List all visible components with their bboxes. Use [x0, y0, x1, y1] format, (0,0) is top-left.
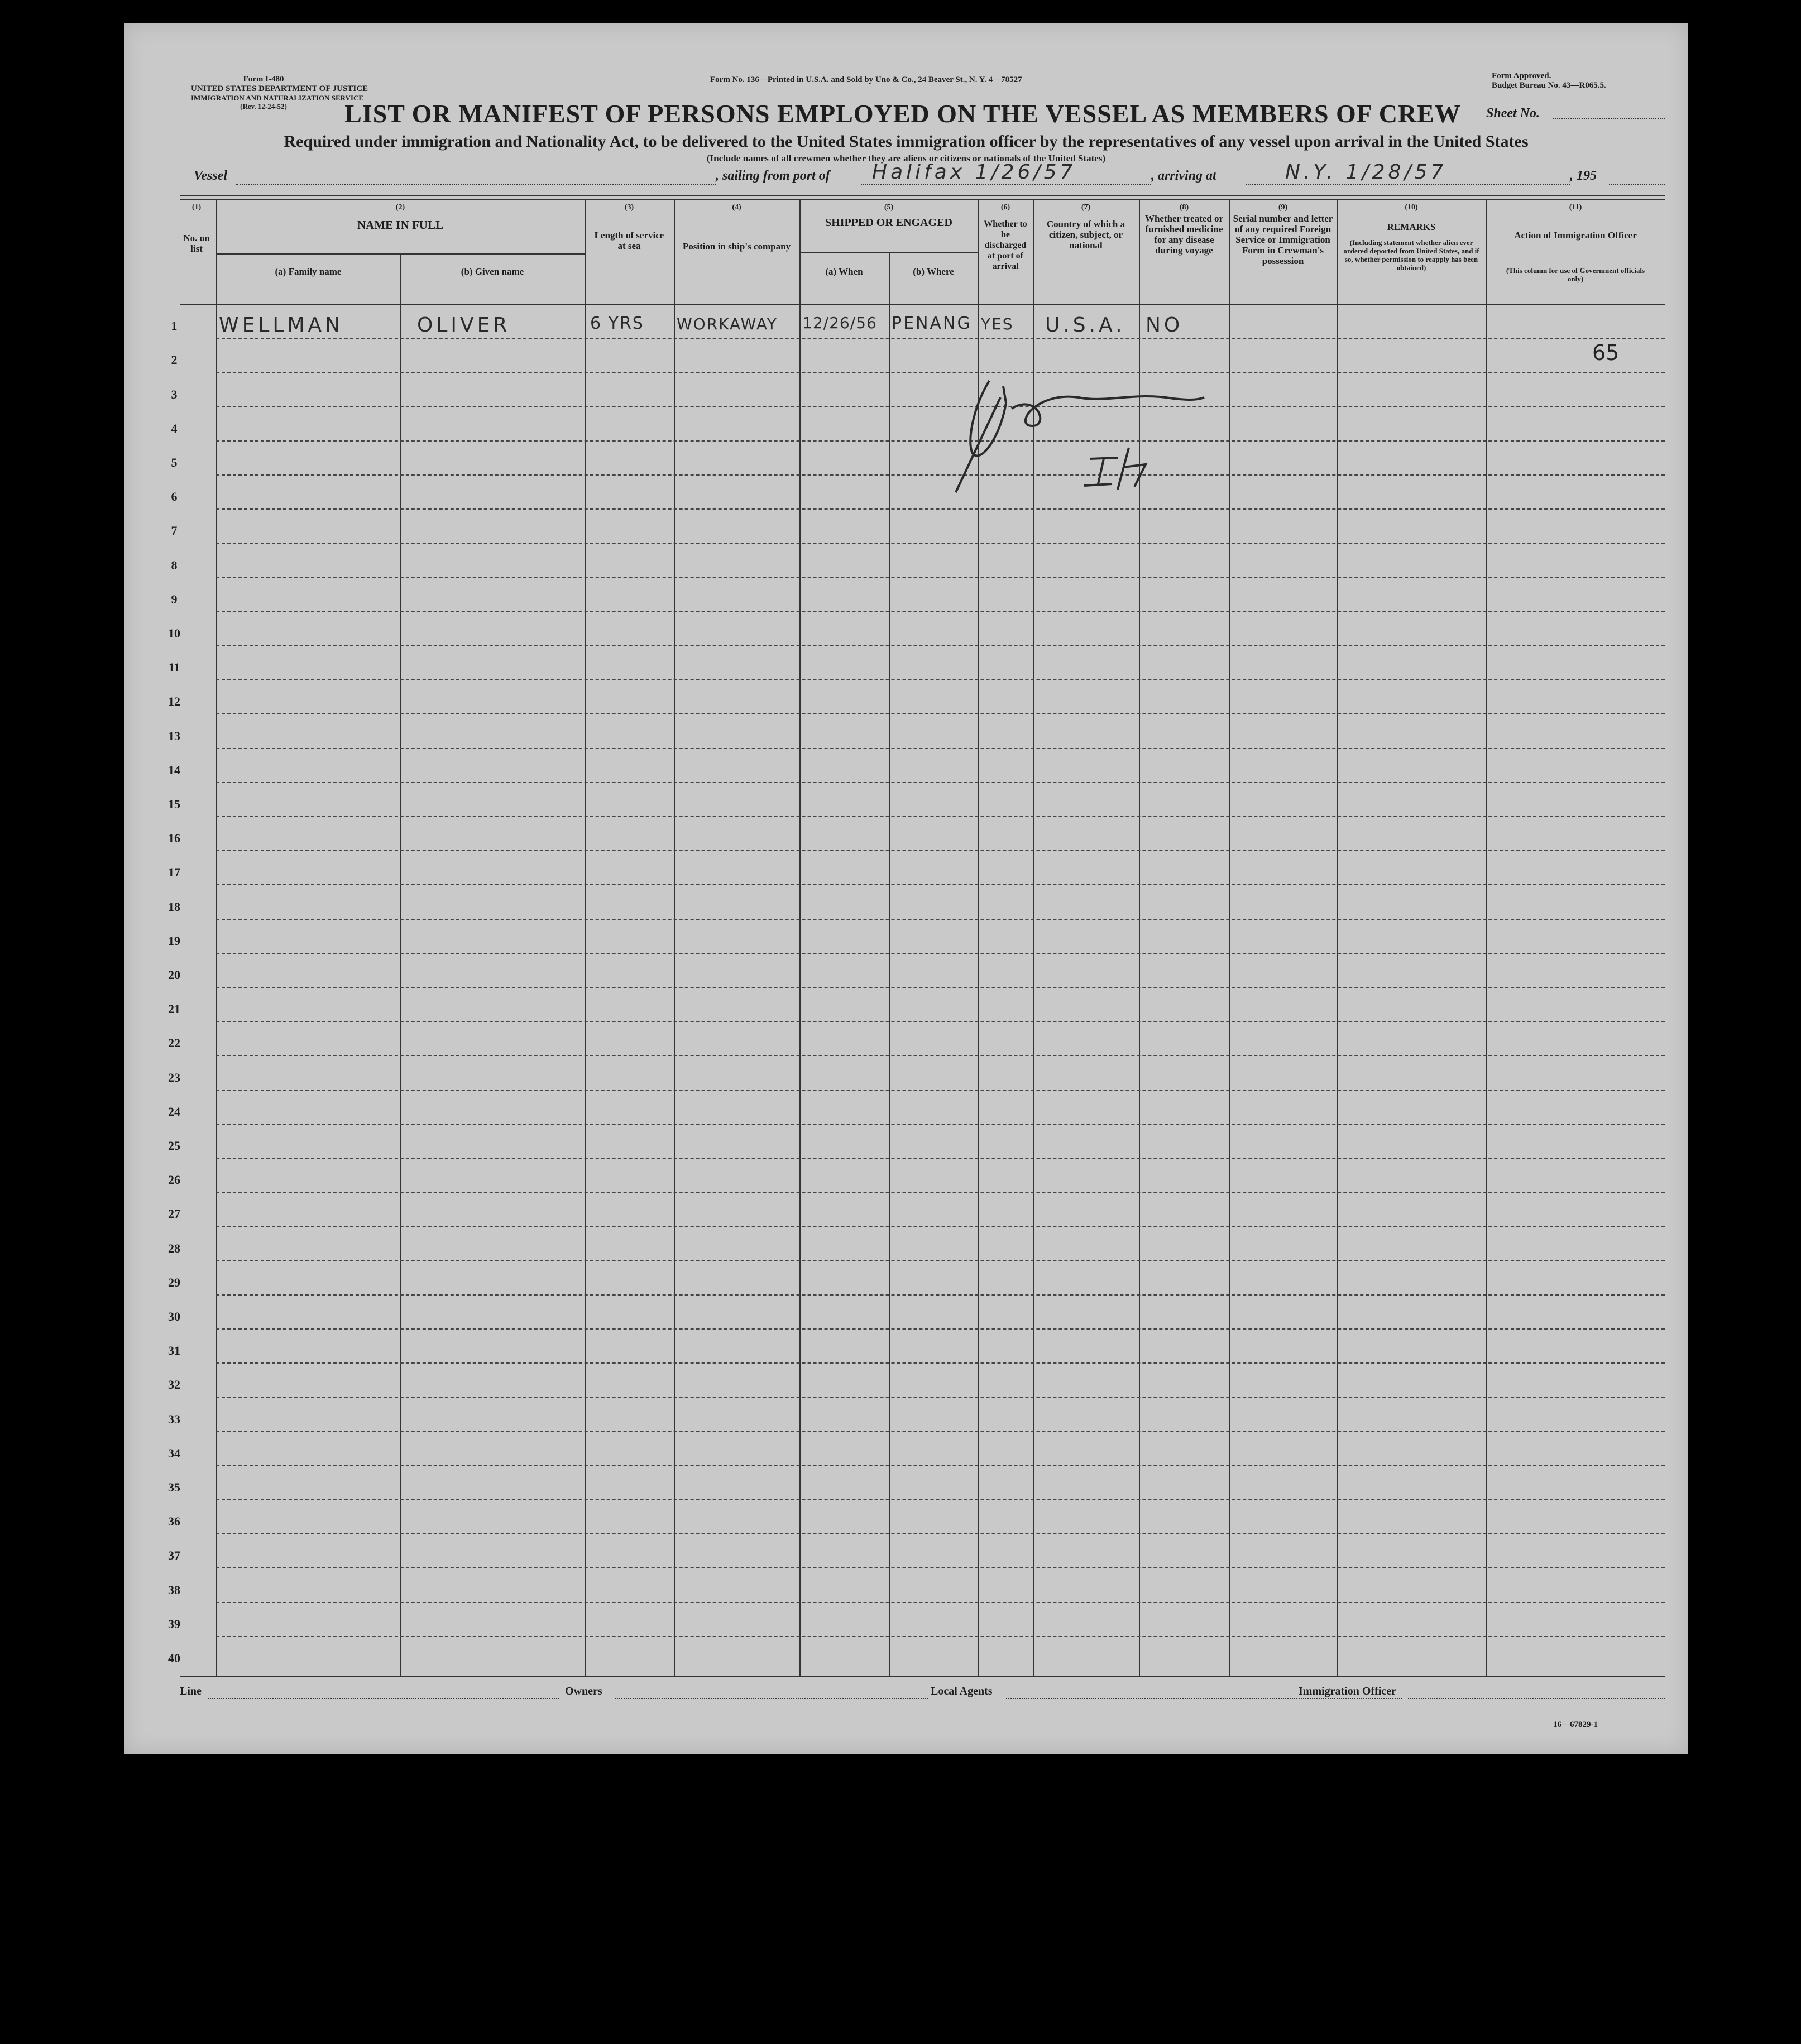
department: UNITED STATES DEPARTMENT OF JUSTICE [191, 84, 368, 93]
row-line [216, 611, 1665, 612]
col7-label: Country of which a citizen, subject, or national [1046, 219, 1125, 251]
col10-sub: (Including statement whether alien ever ordered deported from United States, and if so, whether permission to reapply has been obtained) [1343, 238, 1479, 272]
row-line [216, 1533, 1665, 1534]
column-separator [1229, 199, 1230, 1676]
row-line [216, 919, 1665, 920]
row-line [216, 1328, 1665, 1330]
printer-line: Form No. 136—Printed in U.S.A. and Sold by Uno & Co., 24 Beaver St., N. Y. 4—78527 [710, 75, 1022, 84]
entry-family-name: WELLMAN [219, 314, 344, 337]
col5a-label: (a) When [825, 266, 863, 277]
row-line [216, 372, 1665, 373]
stamp-number: 65 [1592, 340, 1620, 365]
row-number: 36 [168, 1514, 180, 1529]
col9-label: Serial number and letter of any required Foreign Service or Immigration Form in Crewman's possession [1233, 213, 1333, 266]
row-line [216, 1567, 1665, 1568]
col5-label: SHIPPED OR ENGAGED [825, 217, 952, 229]
row-number: 2 [171, 353, 178, 367]
col5b-label: (b) Where [913, 266, 954, 277]
row-line [216, 338, 1665, 339]
row-number: 38 [168, 1582, 180, 1597]
manifest-sheet [124, 23, 1688, 1754]
row-number: 18 [168, 899, 180, 914]
row-line [216, 1226, 1665, 1227]
col5-num: (5) [884, 203, 894, 212]
form-approved: Form Approved. [1492, 71, 1551, 80]
row-line [216, 645, 1665, 646]
row-number: 35 [168, 1480, 180, 1494]
col11-label: Action of Immigration Officer [1514, 230, 1637, 241]
column-separator [1486, 199, 1487, 1676]
column-separator [674, 199, 675, 1676]
sailing-value: Halifax 1/26/57 [872, 161, 1076, 184]
sailing-field [861, 184, 1151, 185]
vessel-label: Vessel [194, 169, 227, 183]
row-number: 12 [168, 694, 180, 709]
col11-num: (11) [1569, 203, 1582, 212]
row-number: 26 [168, 1173, 180, 1187]
year-label: , 195 [1570, 169, 1597, 183]
row-line [216, 850, 1665, 851]
required-line: Required under immigration and Nationality Act, to be delivered to the United States immigration officer by the representatives of any vessel upon arrival in the United States [284, 132, 1529, 151]
col8-label: Whether treated or furnished medicine for any disease during voyage [1144, 213, 1224, 256]
col3-num: (3) [624, 203, 634, 212]
row-line [216, 987, 1665, 988]
row-number: 20 [168, 968, 180, 982]
row-line [216, 1192, 1665, 1193]
row-number: 14 [168, 762, 180, 777]
row-line [216, 1636, 1665, 1637]
footer-code: 16—67829-1 [1553, 1720, 1598, 1729]
sheet-no-field [1553, 118, 1665, 119]
footer-agents-field [1006, 1698, 1402, 1699]
footer-officer-label: Immigration Officer [1296, 1685, 1398, 1698]
entry-medicine: NO [1146, 314, 1184, 337]
row-number: 27 [168, 1207, 180, 1221]
row-line [216, 953, 1665, 954]
row-line [216, 713, 1665, 714]
row-number: 7 [171, 524, 178, 538]
row-number: 9 [171, 592, 178, 606]
row-number: 21 [168, 1002, 180, 1016]
page-title: LIST OR MANIFEST OF PERSONS EMPLOYED ON THE VESSEL AS MEMBERS OF CREW [344, 99, 1461, 128]
arriving-field [1246, 184, 1570, 185]
row-line [216, 1465, 1665, 1466]
row-line [216, 1158, 1665, 1159]
footer-owners-field [615, 1698, 928, 1699]
row-number: 33 [168, 1412, 180, 1426]
row-line [216, 1362, 1665, 1364]
col10-label: REMARKS [1387, 222, 1436, 232]
row-line [216, 508, 1665, 510]
col2a-label: (a) Family name [275, 266, 342, 277]
entry-position: WORKAWAY [677, 315, 778, 333]
budget-bureau: Budget Bureau No. 43—R065.5. [1492, 81, 1606, 90]
row-number: 25 [168, 1139, 180, 1153]
row-line [216, 1021, 1665, 1022]
footer-line-label: Line [180, 1685, 202, 1697]
table-bottom-rule [180, 1676, 1665, 1677]
header-bottom-rule [180, 304, 1665, 305]
row-line [216, 679, 1665, 680]
row-line [216, 1260, 1665, 1261]
table-top-rule [180, 195, 1665, 196]
row-line [216, 577, 1665, 578]
row-number: 10 [168, 626, 180, 640]
row-line [216, 1499, 1665, 1500]
sheet-no-label: Sheet No. [1486, 106, 1540, 121]
row-number: 29 [168, 1275, 180, 1289]
footer-agents-label: Local Agents [931, 1685, 993, 1697]
form-header-right [1492, 71, 1606, 90]
row-line [216, 1294, 1665, 1296]
col2-label: NAME IN FULL [357, 218, 443, 232]
revision: (Rev. 12-24-52) [240, 102, 287, 111]
row-number: 31 [168, 1344, 180, 1358]
row-line [216, 1124, 1665, 1125]
row-line [216, 884, 1665, 885]
subcolumn-separator [400, 253, 401, 1676]
col11-sub: (This column for use of Government officials only) [1506, 266, 1645, 283]
row-number: 32 [168, 1378, 180, 1392]
subcolumn-separator [889, 253, 890, 1676]
column-separator [1337, 199, 1338, 1676]
row-number: 28 [168, 1241, 180, 1255]
row-line [216, 440, 1665, 442]
col9-num: (9) [1278, 203, 1288, 212]
column-separator [216, 199, 217, 1676]
row-number: 5 [171, 455, 178, 469]
row-number: 15 [168, 797, 180, 811]
row-line [216, 474, 1665, 476]
year-field [1609, 184, 1665, 185]
col2b-label: (b) Given name [461, 266, 524, 277]
col2-num: (2) [395, 203, 405, 212]
row-number: 30 [168, 1309, 180, 1323]
row-number: 24 [168, 1104, 180, 1119]
row-number: 1 [171, 319, 178, 333]
row-number: 40 [168, 1651, 180, 1665]
col1-num: (1) [191, 203, 202, 212]
row-number: 19 [168, 933, 180, 948]
arriving-value: N.Y. 1/28/57 [1285, 161, 1447, 184]
footer-line-field [208, 1698, 559, 1699]
row-line [216, 1055, 1665, 1056]
row-line [216, 406, 1665, 407]
col8-num: (8) [1179, 203, 1189, 212]
row-line [216, 748, 1665, 749]
row-number: 6 [171, 490, 178, 504]
footer-owners-label: Owners [565, 1685, 602, 1697]
col3-label: Length of service at sea [594, 230, 664, 251]
entry-discharged: YES [981, 315, 1014, 333]
inspector-signature-mark [950, 358, 1207, 503]
footer-officer-field [1408, 1698, 1665, 1699]
col6-label: Whether to be discharged at port of arrival [984, 219, 1027, 271]
entry-where: PENANG [892, 314, 972, 333]
row-number: 13 [168, 728, 180, 743]
col1-label: No. on list [183, 233, 210, 254]
column-separator [585, 199, 586, 1676]
col7-num: (7) [1081, 203, 1091, 212]
row-number: 3 [171, 387, 178, 401]
entry-given-name: OLIVER [417, 314, 511, 337]
row-number: 34 [168, 1446, 180, 1460]
row-line [216, 1431, 1665, 1432]
include-line: (Include names of all crewmen whether they are aliens or citizens or nationals of the United States) [706, 153, 1106, 164]
row-line [216, 1602, 1665, 1603]
row-line [216, 1090, 1665, 1091]
row-number: 4 [171, 421, 178, 435]
table-top-rule-2 [180, 199, 1665, 200]
col10-num: (10) [1405, 203, 1418, 212]
row-number: 17 [168, 865, 180, 880]
col6-num: (6) [1000, 203, 1010, 212]
row-line [216, 543, 1665, 544]
entry-when: 12/26/56 [802, 314, 877, 332]
row-line [216, 782, 1665, 783]
row-number: 23 [168, 1070, 180, 1085]
row-number: 39 [168, 1616, 180, 1631]
row-number: 11 [168, 660, 180, 675]
entry-service: 6 YRS [590, 314, 644, 333]
arriving-label: , arriving at [1151, 169, 1216, 183]
form-number: Form I-480 [243, 75, 284, 84]
row-line [216, 1397, 1665, 1398]
row-number: 37 [168, 1548, 180, 1563]
row-line [216, 816, 1665, 817]
service: IMMIGRATION AND NATURALIZATION SERVICE [191, 94, 364, 102]
row-number: 8 [171, 558, 178, 572]
col4-num: (4) [732, 203, 741, 212]
row-number: 16 [168, 831, 180, 846]
vessel-field [236, 184, 716, 185]
sailing-label: , sailing from port of [716, 169, 830, 183]
entry-country: U.S.A. [1045, 314, 1125, 337]
column-separator [799, 199, 801, 1676]
row-number: 22 [168, 1036, 180, 1050]
col4-label: Position in ship's company [682, 241, 791, 252]
